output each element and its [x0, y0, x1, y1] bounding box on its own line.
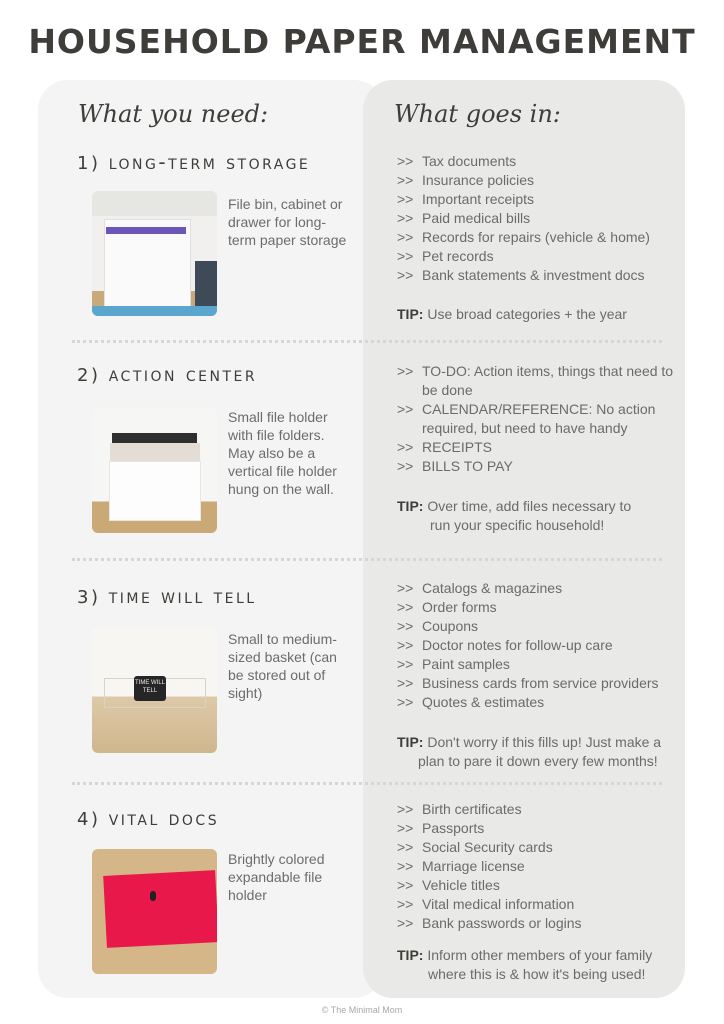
list-item: >> Quotes & estimates	[397, 694, 545, 710]
list-item: >> Doctor notes for follow-up care	[397, 637, 613, 653]
list-item: >> Coupons	[397, 618, 479, 634]
list-item: >> Tax documents	[397, 153, 517, 169]
list-item: >> Paid medical bills	[397, 210, 531, 226]
list-item: >> Marriage license	[397, 858, 525, 874]
list-item: >> Order forms	[397, 599, 497, 615]
section-number: 2)	[77, 365, 101, 386]
list-item: >> Records for repairs (vehicle & home)	[397, 229, 650, 245]
section-3-description: Small to medium-sized basket (can be stored out of sight)	[228, 631, 337, 701]
what-goes-in-heading: What goes in:	[394, 100, 561, 128]
list-item: >> Bank passwords or logins	[397, 915, 582, 931]
section-4-description: Brightly colored expandable file holder	[228, 851, 325, 903]
section-number: 1)	[77, 153, 101, 174]
section-3-tip: TIP: Don't worry if this fills up! Just make a plan to pare it down every few months!	[397, 734, 662, 769]
list-item: >> Passports	[397, 820, 485, 836]
list-item: >> Paint samples	[397, 656, 510, 672]
section-2-tip: TIP: Over time, add files necessary to run your specific household!	[397, 498, 632, 533]
basket-label: TIME WILL TELL	[134, 676, 166, 701]
section-number: 4)	[77, 809, 101, 830]
section-name: long-term storage	[108, 150, 311, 174]
list-item: >> Pet records	[397, 248, 494, 264]
list-item: >> CALENDAR/REFERENCE: No action required, but need to have handy	[397, 401, 656, 436]
section-name: time will tell	[108, 584, 257, 608]
section-1-heading	[77, 150, 310, 174]
section-name: action center	[108, 362, 258, 386]
section-1-description: File bin, cabinet or drawer for long-term paper storage	[228, 196, 347, 248]
section-4-tip: TIP: Inform other members of your family where this is & how it's being used!	[397, 947, 653, 982]
pink-expandable-file-photo	[92, 849, 217, 974]
list-item: >> Insurance policies	[397, 172, 535, 188]
list-item: >> RECEIPTS	[397, 439, 493, 455]
section-1-items	[397, 152, 687, 285]
footer-copyright: © The Minimal Mom	[321, 1005, 403, 1015]
list-item: >> TO-DO: Action items, things that need to be done	[397, 363, 674, 398]
section-divider	[72, 558, 662, 561]
section-2-items	[397, 362, 687, 476]
section-divider	[72, 340, 662, 343]
list-item: >> Bank statements & investment docs	[397, 267, 645, 283]
section-3-heading	[77, 584, 257, 608]
list-item: >> BILLS TO PAY	[397, 458, 513, 474]
section-name: vital docs	[108, 806, 220, 830]
section-3-items	[397, 579, 687, 712]
section-number: 3)	[77, 587, 101, 608]
list-item: >> Social Security cards	[397, 839, 553, 855]
clear-file-bin-photo	[92, 191, 217, 316]
section-divider	[72, 782, 662, 785]
list-item: >> Important receipts	[397, 191, 535, 207]
section-2-heading	[77, 362, 257, 386]
section-2-description: Small file holder with file folders. May also be a vertical file holder hung on the wall.	[228, 409, 337, 497]
what-you-need-heading: What you need:	[78, 100, 269, 128]
list-item: >> Business cards from service providers	[397, 675, 659, 691]
list-item: >> Vital medical information	[397, 896, 575, 912]
section-1-tip: TIP: Use broad categories + the year	[397, 306, 627, 322]
wire-basket-photo	[92, 628, 217, 753]
list-item: >> Catalogs & magazines	[397, 580, 563, 596]
list-item: >> Vehicle titles	[397, 877, 500, 893]
list-item: >> Birth certificates	[397, 801, 522, 817]
section-4-heading	[77, 806, 219, 830]
page-title: HOUSEHOLD PAPER MANAGEMENT	[28, 22, 696, 61]
small-file-holder-photo	[92, 408, 217, 533]
section-4-items	[397, 800, 687, 933]
